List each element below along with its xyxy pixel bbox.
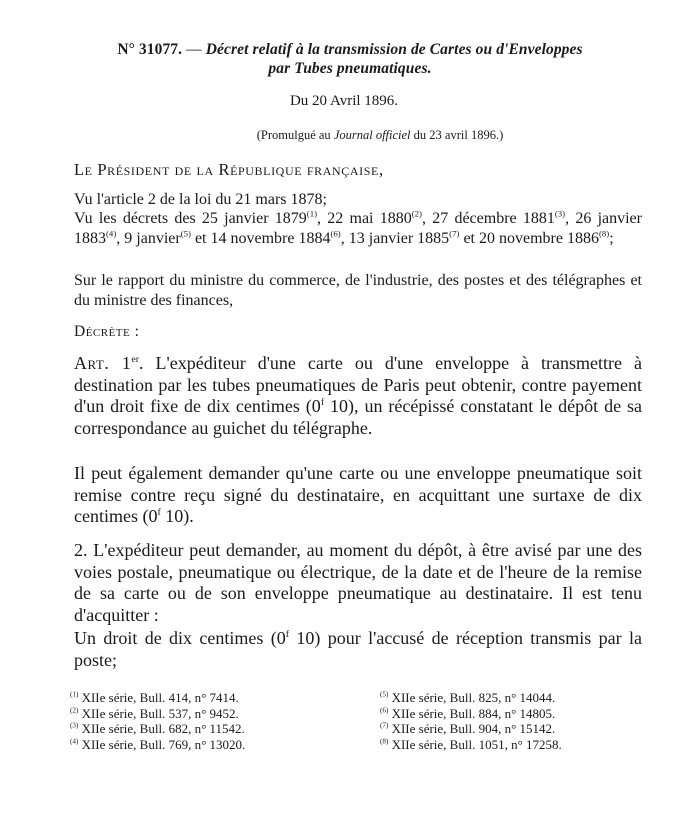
article-1-label: Art. 1 [74,353,132,373]
decree-title-line1: Décret relatif à la transmission de Cartes ou d'Enveloppes [205,41,583,58]
president-line: Le Président de la République française, [74,160,384,179]
footnote-ref-4: (4) [106,228,117,239]
journal-name: Journal officiel [333,128,411,142]
heading-dash: — [186,41,202,58]
vu-decrets-i: ; [609,229,614,247]
footnote [70,706,245,722]
footnote [380,721,562,737]
footnote [70,690,245,706]
footnote-ref-3: (3) [554,208,566,219]
footnote-mark: (3) [70,721,79,730]
footnote-ref-6: (6) [330,228,341,239]
footnote-mark: (7) [380,721,389,730]
promulgation-after: du 23 avril 1896.) [410,128,504,142]
article-1-para2a: Il peut également demander qu'une carte ou une enveloppe pneumatique soit remise contre reçu signé du destinataire, en acquittant une surtaxe de dix centimes (0 [74,463,642,526]
footnotes-right [380,690,562,752]
vu-decrets-g: , 13 janvier 1885 [340,229,450,247]
footnote-ref-5: (5) [180,228,191,239]
article-1-sup: er [131,354,139,365]
footnote-text: XIIe série, Bull. 1051, n° 17258. [388,736,562,752]
footnote-text: XIIe série, Bull. 769, n° 13020. [78,736,246,752]
footnote-mark: (2) [70,706,79,715]
vu-decrets [74,209,642,248]
vu-decrets-a: Vu les décrets des 25 janvier 1879 [74,210,307,227]
footnote [380,737,562,753]
footnote-mark: (4) [70,737,79,746]
decree-title-line2: par Tubes pneumatiques. [268,60,432,77]
footnote-mark: (6) [380,706,389,715]
footnote-ref-8: (8) [598,228,610,239]
vu-decrets-h: et 20 novembre 1886 [459,229,599,247]
footnote-text: XIIe série, Bull. 537, n° 9452. [78,705,239,721]
article-1-frac: f [320,397,325,408]
footnote [380,706,562,722]
article-1-para2b: 10). [160,506,194,526]
footnotes-left [70,690,245,752]
footnote-text: XIIe série, Bull. 884, n° 14805. [388,705,556,721]
decree-date: Du 20 Avril 1896. [289,93,399,109]
footnote [380,690,562,706]
article-1-text2: 10), un récépissé constatant le dépôt de sa correspondance au guichet du télégraphe. [74,396,642,438]
footnote-mark: (8) [380,737,389,746]
footnote-ref-1: (1) [306,208,318,219]
article-2: 2. L'expéditeur peut demander, au moment du dépôt, à être avisé par une des voies postale, pneumatique ou électrique, de la date et de l'heure de la remise de sa carte ou de son enveloppe pneumatique au destinataire. Il est tenu d'acquitter : [74,540,642,625]
article-1-para2-frac: f [157,507,161,518]
vu-decrets-c: , 27 décembre 1881 [421,210,555,227]
article-1-paragraph-2 [74,463,642,528]
vu-decrets-e: , 9 janvier [116,229,181,247]
footnote [70,737,245,753]
article-2-para2a: Un droit de dix centimes (0 [74,628,286,648]
footnote-ref-7: (7) [449,228,460,239]
article-1 [74,353,642,439]
footnote-text: XIIe série, Bull. 682, n° 11542. [78,721,245,736]
article-2-para2-frac: f [285,629,290,640]
rapport-paragraph: Sur le rapport du ministre du commerce, de l'industrie, des postes et des télégraphes et du ministre des finances, [74,272,642,309]
footnote [70,721,245,737]
article-1-text1: . L'expéditeur d'une carte ou d'une enveloppe à transmettre à destination par les tubes pneumatiques de Paris peut obtenir, contre payement d'un droit fixe de dix centimes (0 [74,353,642,416]
vu-decrets-f: et 14 novembre 1884 [190,229,331,247]
decrete-heading: Décrète : [74,323,140,340]
promulgation-before: (Promulgué au [256,128,334,142]
vu-loi: Vu l'article 2 de la loi du 21 mars 1878; [74,191,327,208]
footnote-mark: (5) [380,690,389,699]
footnote-mark: (1) [70,690,79,699]
footnote-ref-2: (2) [411,208,422,219]
footnote-text: XIIe série, Bull. 904, n° 15142. [388,721,556,736]
footnote-text: XIIe série, Bull. 414, n° 7414. [78,690,239,705]
article-2-para2b: 10) pour l'accusé de réception transmis par la poste; [74,628,642,670]
article-2-paragraph-2 [74,628,642,671]
vu-decrets-b: , 22 mai 1880 [317,210,412,227]
decree-number: N° 31077. [117,41,183,58]
vu-decrets-d: , 26 janvier 1883 [74,210,642,247]
footnote-text: XIIe série, Bull. 825, n° 14044. [388,690,556,705]
promulgation-note [36,128,688,143]
decree-heading [60,40,640,78]
